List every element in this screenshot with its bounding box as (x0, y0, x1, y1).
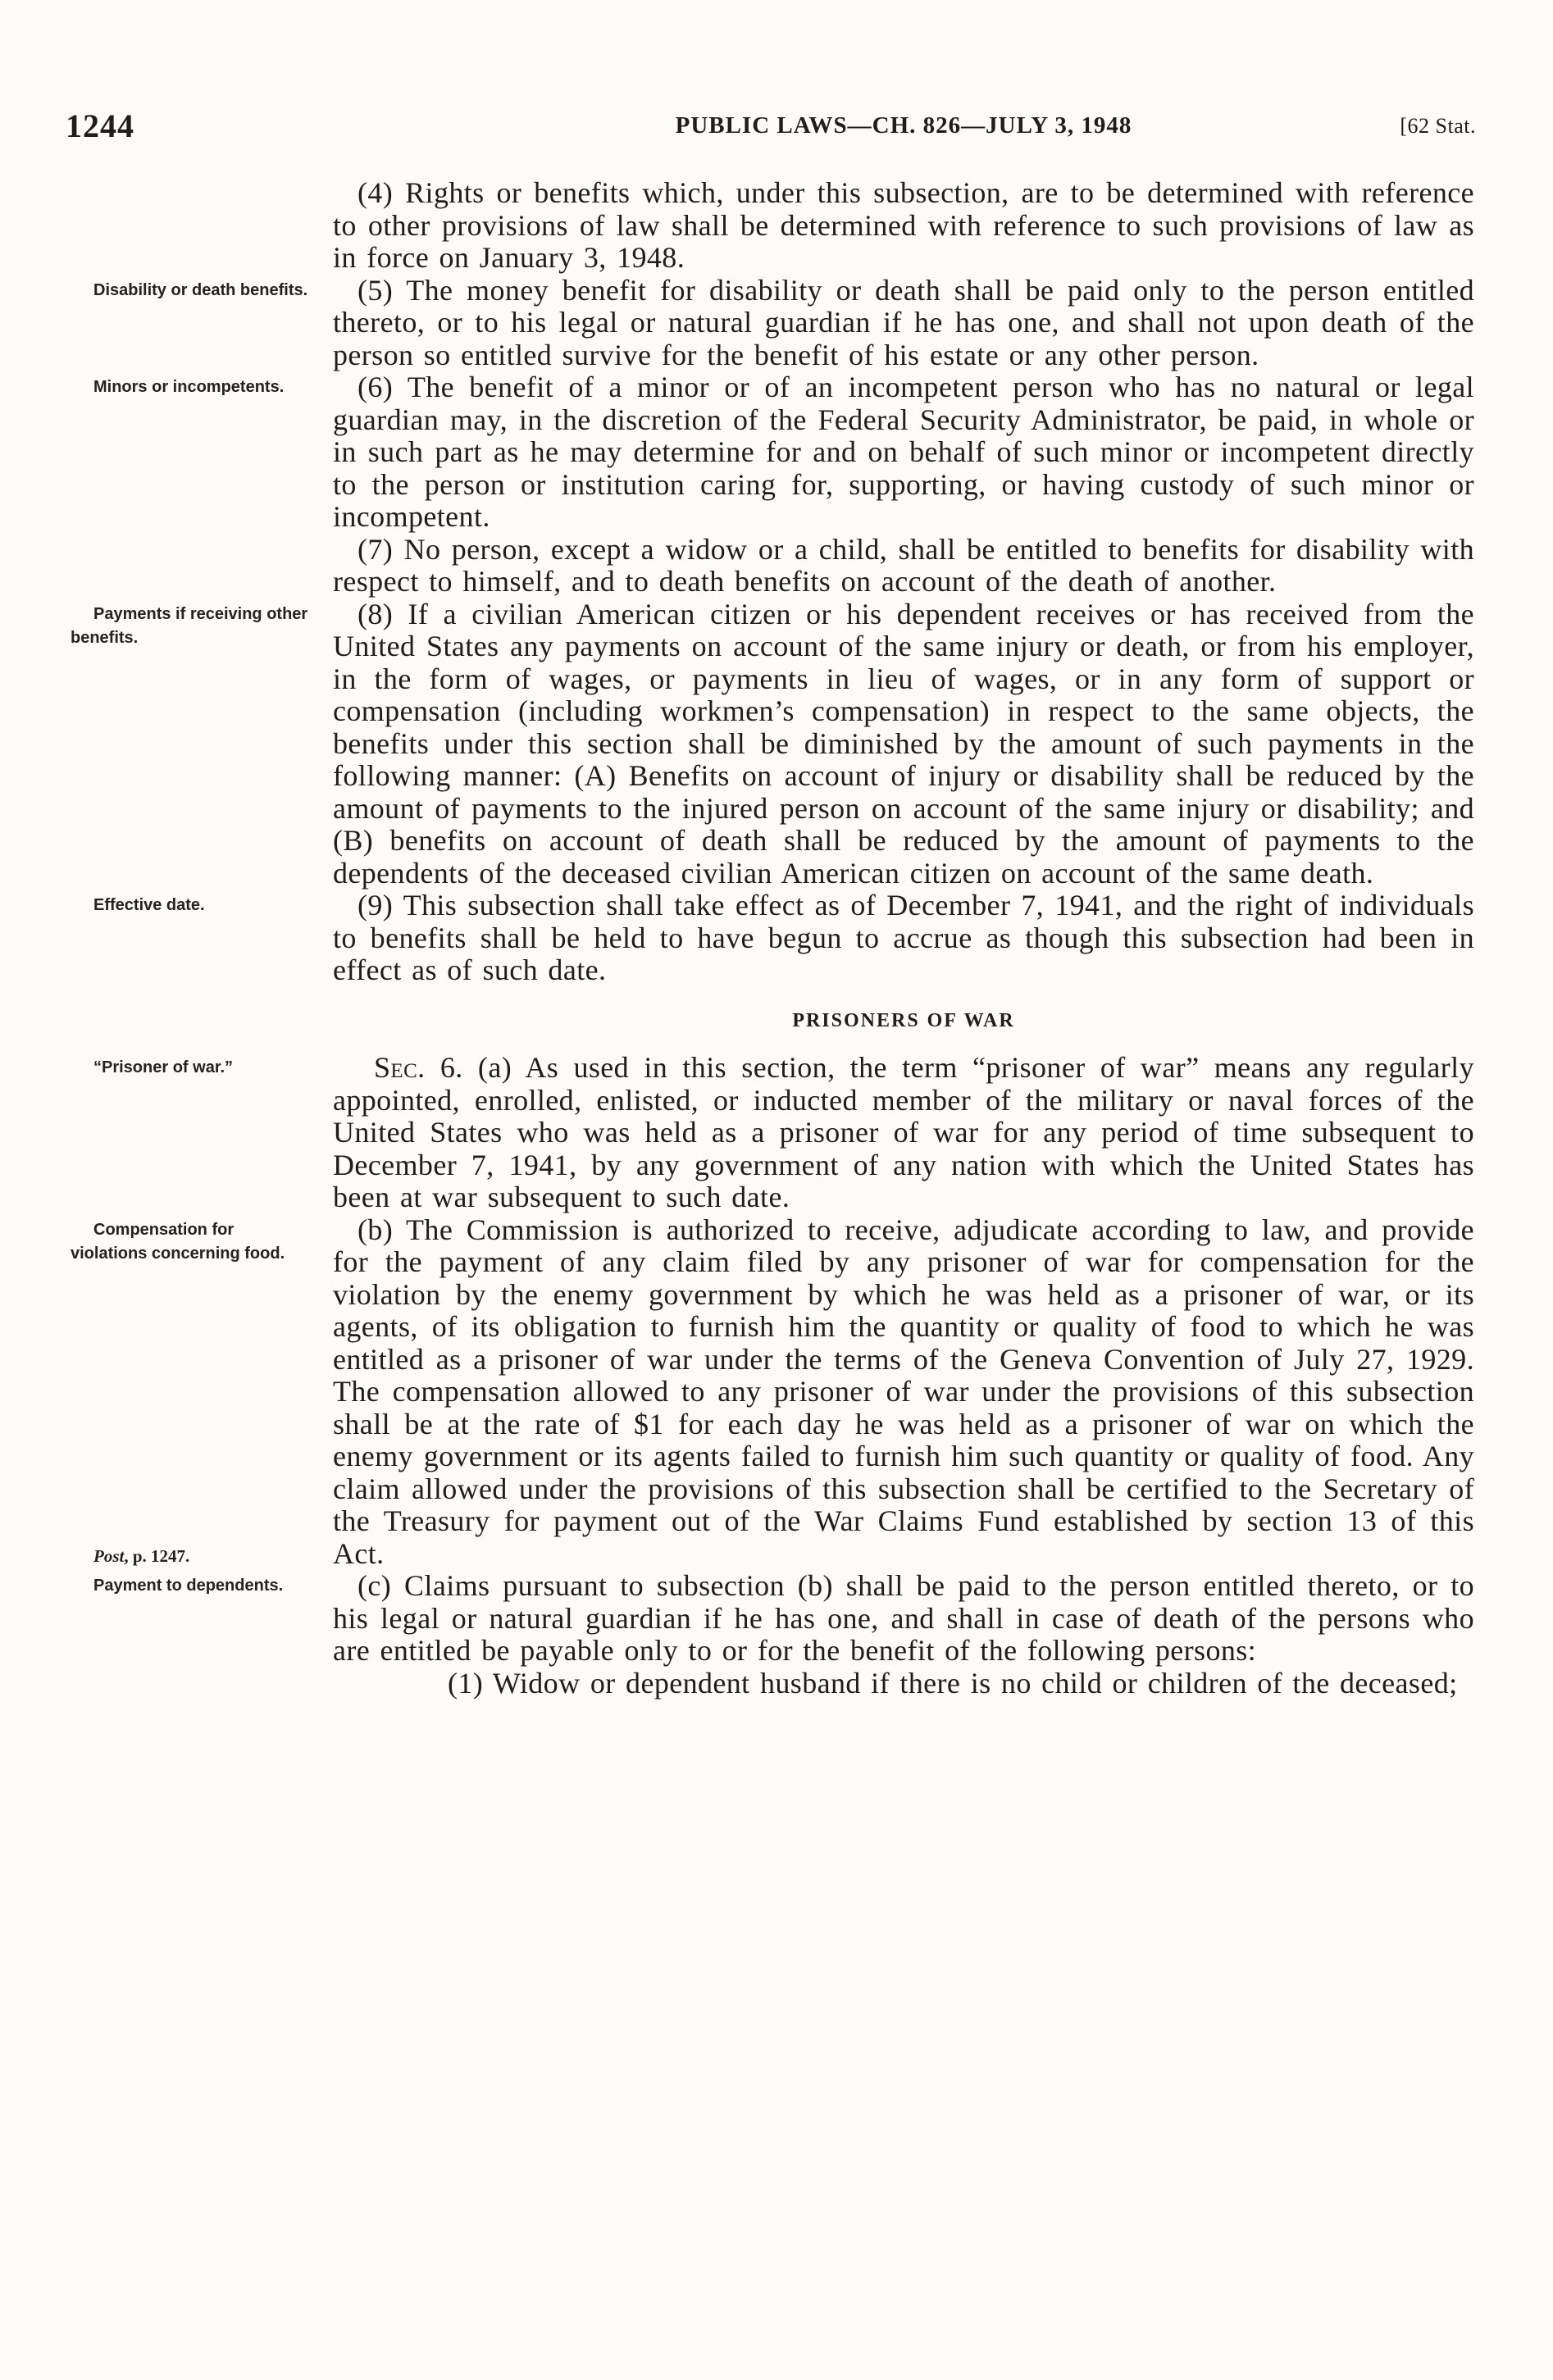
paragraph-5-text: (5) The money benefit for disability or death shall be paid only to the person entitled thereto, or to his legal or natural guardian if he has one, and shall not upon death of the person so entitled survive for the benefit of his estate or any other person. (333, 273, 1474, 371)
paragraph-sec6a (93, 1051, 1474, 1214)
page-header (0, 107, 1553, 149)
post-citation-rest: , p. 1247. (124, 1546, 190, 1566)
paragraph-7-text: (7) No person, except a widow or a child, shall be entitled to benefits for disability with respect to himself, and to death benefits on account of the death of another. (333, 532, 1474, 598)
paragraph-8-text: (8) If a civilian American citizen or his dependent receives or has received from the United States any payments on account of the same injury or death, or from his employer, in the form of wages, or payments in lieu of wages, or in any form of support or compensation (including workmen’s compensation) in respect to the same objects, the benefits under this section shall be diminished by the amount of such payments in the following manner: (A) Benefits on account of injury or disability shall be reduced by the amount of payments to the injured person on account of the same injury or disability; and (B) benefits on account of death shall be reduced by the amount of payments to the dependents of the deceased civilian American citizen on account of the same death. (333, 597, 1474, 890)
paragraph-4-text: (4) Rights or benefits which, under this subsection, are to be determined with reference to other provisions of law shall be determined with reference to such provisions of law as in force on January 3, 1948. (333, 176, 1474, 274)
paragraph-4 (333, 177, 1474, 275)
paragraph-c1 (402, 1668, 1474, 1700)
margin-note-effective-date: Effective date. (93, 896, 205, 914)
paragraph-c (93, 1569, 1474, 1668)
margin-note-prisoner-of-war: “Prisoner of war.” (93, 1058, 234, 1076)
paragraph-6-text: (6) The benefit of a minor or of an incompetent person who has no natural or legal guardian may, in the discretion of the Federal Security Administrator, be paid, in whole or in such part as he may determine for and on behalf of such minor or incompetent directly to the person or institution caring for, supporting, or having custody of such minor or incompetent. (333, 371, 1474, 533)
running-head-title: PUBLIC LAWS—CH. 826—JULY 3, 1948 (675, 112, 1132, 139)
margin-note-compensation-food: Compensation for violations concerning food. (71, 1220, 285, 1263)
margin-note-payment-dependents: Payment to dependents. (93, 1577, 284, 1595)
stat-volume-citation: [62 Stat. (1400, 114, 1476, 138)
margin-note-disability-benefits: Disability or death benefits. (93, 280, 308, 299)
paragraph-c1-text: (1) Widow or dependent husband if there is no child or children of the deceased; (448, 1666, 1458, 1700)
paragraph-7 (333, 534, 1474, 598)
margin-note-payments-other-benefits: Payments if receiving other benefits. (71, 604, 308, 647)
paragraph-b (71, 1213, 1474, 1571)
paragraph-9 (93, 889, 1474, 987)
paragraph-6 (93, 371, 1474, 534)
margin-note-minors-incompetents: Minors or incompetents. (93, 378, 285, 396)
paragraph-9-text: (9) This subsection shall take effect as of December 7, 1941, and the right of individuals to benefits shall be held to have begun to accrue as though this subsection had been in effect as of such date. (333, 889, 1474, 986)
margin-note-post-citation (71, 1545, 310, 1568)
paragraph-c-text: (c) Claims pursuant to subsection (b) shall be paid to the person entitled thereto, or to his legal or natural guardian if he has one, and shall in case of death of the persons who are entitled be payable only to or for the benefit of the following persons: (333, 1569, 1474, 1667)
body-text-column (71, 176, 1474, 1700)
section-heading-prisoners-of-war: PRISONERS OF WAR (792, 1009, 1015, 1031)
paragraph-8 (71, 597, 1474, 890)
paragraph-sec6a-text: (a) As used in this section, the term “prisoner of war” means any regularly appointed, enrolled, enlisted, or inducted member of the military or naval forces of the United States who was held as a prisoner of war for any period of time subsequent to December 7, 1941, by any government of any nation with which the United States has been at war subsequent to such date. (333, 1051, 1474, 1213)
paragraph-5 (93, 273, 1474, 372)
page-number: 1244 (66, 107, 134, 144)
post-citation-italic: Post (93, 1546, 125, 1566)
sec6-lead: Sec. 6. (374, 1051, 463, 1084)
paragraph-b-text: (b) The Commission is authorized to receive, adjudicate according to law, and provide for the payment of any claim filed by any prisoner of war for compensation for the violation by the enemy government by which he was held as a prisoner of war, or its agents, of its obligation to furnish him the quantity or quality of food to which he was entitled as a prisoner of war under the terms of the Geneva Convention of July 27, 1929. The compensation allowed to any prisoner of war under the provisions of this subsection shall be at the rate of $1 for each day he was held as a prisoner of war on which the enemy government or its agents failed to furnish him such quantity or quality of food. Any claim allowed under the provisions of this subsection shall be certified to the Secretary of the Treasury for payment out of the War Claims Fund established by section 13 of this Act. (333, 1213, 1474, 1570)
